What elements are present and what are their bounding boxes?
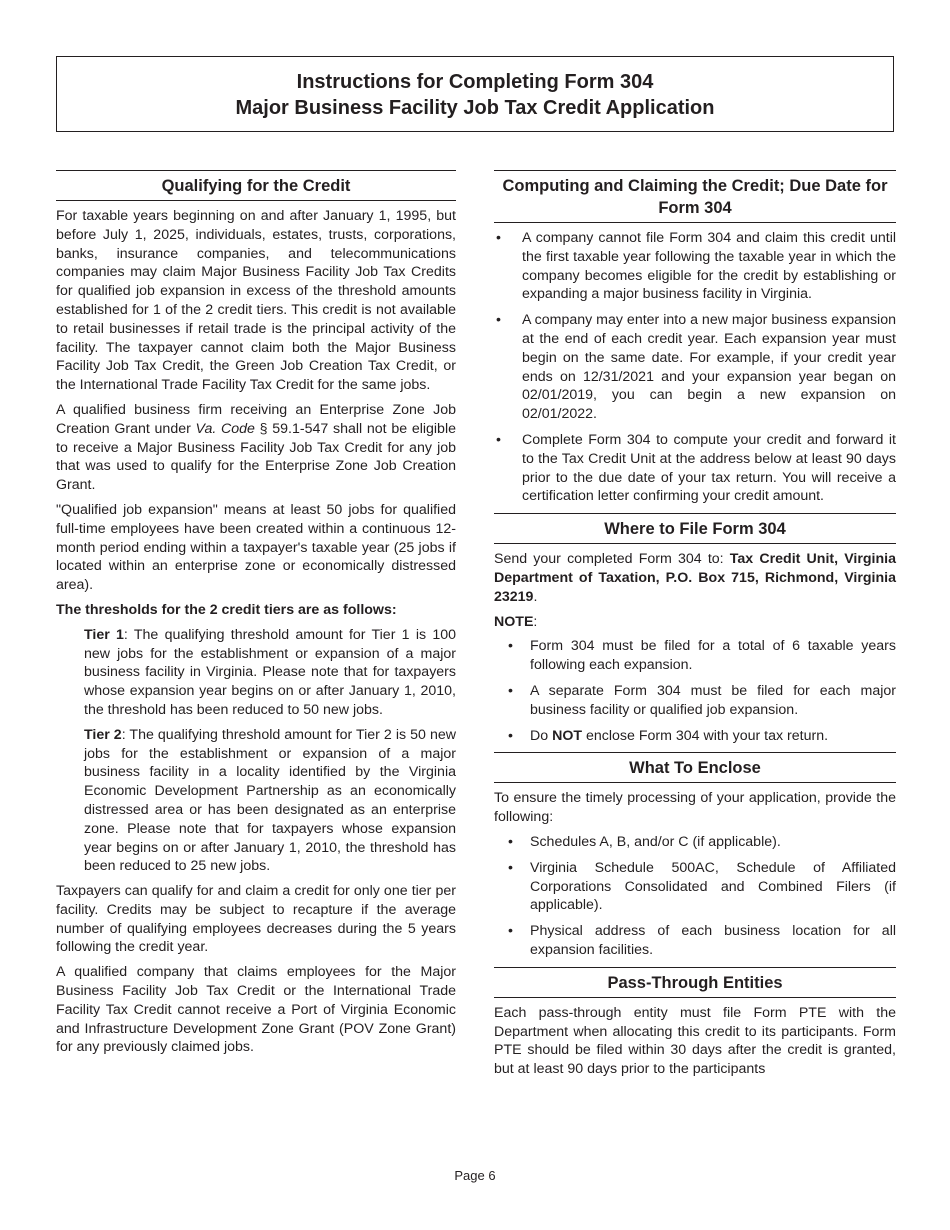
list-item [494,727,896,746]
list-item [494,682,896,720]
list-item-text: A company cannot file Form 304 and claim this credit until the first taxable year following the taxable year in which the company becomes eligible for the credit by establishing or expanding a major business facility in Virginia. [522,230,896,303]
title-line-1: Instructions for Completing Form 304 [296,71,654,93]
p2-text-b: § 59.1-547 shall not be eligible to receive a Major Business Facility Job Tax Credit for any job that was used to qualify for the Enterprise Zone Job Creation Grant. [56,420,456,494]
list-item [494,922,896,960]
note-list [494,637,896,745]
list-item-text: Virginia Schedule 500AC, Schedule of Affiliated Corporations Consolidated and Combined Filers (if applicable). [530,859,896,914]
bullet-icon: • [508,923,513,940]
enclose-intro: To ensure the timely processing of your application, provide the following: [494,790,896,826]
send-paragraph: Send your completed Form 304 to: Tax Credit Unit, Virginia Department of Taxation, P.O. Box 715, Richmond, Virginia 23219. [494,551,896,605]
bullet-icon: • [508,682,513,699]
qualifying-paragraph-3: "Qualified job expansion" means at least 50 jobs for qualified full-time employees have been created within a continuous 12-month period ending within a taxpayer's taxable year (25 jobs if located within an enterprise zone or economically distressed area). [56,501,456,594]
bullet-icon: • [496,312,501,329]
tier-2-label: Tier 2 [84,726,122,743]
list-item [494,833,896,852]
qualifying-paragraph-2 [56,401,456,495]
left-column [56,170,456,1063]
bullet-icon: • [508,638,513,655]
section-heading-pte: Pass-Through Entities [494,967,896,998]
document-title [56,56,894,132]
mailing-address: Tax Credit Unit, Virginia Department of Taxation, P.O. Box 715, Richmond, Virginia 23219 [494,551,896,605]
list-item-text: A company may enter into a new major business expansion at the end of each credit year. Each expansion year must begin on the same date. For example, if your credit year ends on 12/31/2021 and your expansion year began on 02/01/2019, you can begin a new expansion on 02/01/2022. [522,312,896,423]
thresholds-heading-text: The thresholds for the 2 credit tiers are as follows: [56,601,397,618]
note-label-text: NOTE [494,613,534,630]
qualifying-paragraph-1: For taxable years beginning on and after January 1, 1995, but before July 1, 2025, individuals, estates, trusts, corporations, banks, insurance companies, and telecommunications companies may claim Major Business Facility Job Tax Credits for qualified job expansion in excess of the threshold amounts established for 1 of the 2 credit tiers. This credit is not available to retail businesses if retail trade is the principal activity of the facility. The taxpayer cannot claim both the Major Business Facility Job Tax Credit, the Green Job Creation Tax Credit, or the International Trade Facility Tax Credit for the same jobs. [56,208,456,394]
page-number: Page 6 [454,1168,496,1183]
list-item-text: Form 304 must be filed for a total of 6 taxable years following each expansion. [530,638,896,674]
right-column [494,170,896,1085]
section-heading-enclose: What To Enclose [494,752,896,783]
bullet-icon: • [496,431,501,448]
va-code-citation: Va. Code [195,420,255,437]
section-heading-where: Where to File Form 304 [494,513,896,544]
list-item-text: A separate Form 304 must be filed for each major business facility or qualified job expansion. [530,682,896,718]
p2-text-a: A qualified business firm receiving an Enterprise Zone Job Creation Grant under [56,401,456,437]
qualifying-paragraph-5: A qualified company that claims employees for the Major Business Facility Job Tax Credit or the International Trade Facility Tax Credit cannot receive a Port of Virginia Economic and Infrastructure Development Zone Grant (POV Zone Grant) for any previously claimed jobs. [56,964,456,1056]
tier-1-label: Tier 1 [84,626,124,643]
bullet-icon: • [508,727,513,744]
pte-paragraph: Each pass-through entity must file Form PTE with the Department when allocating this credit to its participants. Form PTE should be filed within 30 days after the credit is granted, but at least 90 days prior to the participants [494,1004,896,1078]
list-item [494,431,896,506]
tier-1-paragraph [56,626,456,720]
tier-2-paragraph [56,726,456,876]
bullet-icon: • [496,230,501,246]
qualifying-paragraph-4: Taxpayers can qualify for and claim a credit for only one tier per facility. Credits may be subject to recapture if the average number of qualifying employees decreases during the 5 years following the credit year. [56,883,456,956]
note-label: NOTE: [494,613,538,630]
bullet-icon: • [508,859,513,876]
list-item-text: Schedules A, B, and/or C (if applicable). [530,833,781,850]
list-item [494,637,896,675]
computing-list [494,229,896,506]
list-item [494,229,896,304]
tier-1-text: : The qualifying threshold amount for Tier 1 is 100 new jobs for the establishment or expansion of a major business facility in Virginia. Please note that for taxpayers whose expansion year begins on or after January 1, 2010, the threshold has been reduced to 50 new jobs. [84,626,456,718]
section-heading-computing: Computing and Claiming the Credit; Due Date for Form 304 [494,170,896,223]
not-emphasis: NOT [552,727,583,744]
section-heading-qualifying: Qualifying for the Credit [56,170,456,201]
list-item-text: Physical address of each business location for all expansion facilities. [530,923,896,958]
thresholds-heading [56,601,456,620]
send-prefix: Send your completed Form 304 to: [494,551,730,568]
bullet-icon: • [508,833,513,850]
list-item [494,859,896,915]
enclose-list [494,833,896,960]
list-item [494,311,896,424]
title-line-2: Major Business Facility Job Tax Credit Application [235,97,715,119]
list-item-text: Do [530,727,553,744]
list-item-text: Complete Form 304 to compute your credit and forward it to the Tax Credit Unit at the address below at least 90 days prior to the due date of your tax return. You will receive a certification letter confirming your credit amount. [522,431,896,505]
tier-2-text: : The qualifying threshold amount for Tier 2 is 50 new jobs for the establishment or expansion of a major business facility in a locality identified by the Virginia Economic Development Partnership as an economically distressed area or has been designated as an enterprise zone. Please note that for taxpayers whose expansion year begins on or after January 1, 2010, the threshold has been reduced to 25 new jobs. [84,726,456,875]
list-item-text: enclose Form 304 with your tax return. [582,727,829,744]
